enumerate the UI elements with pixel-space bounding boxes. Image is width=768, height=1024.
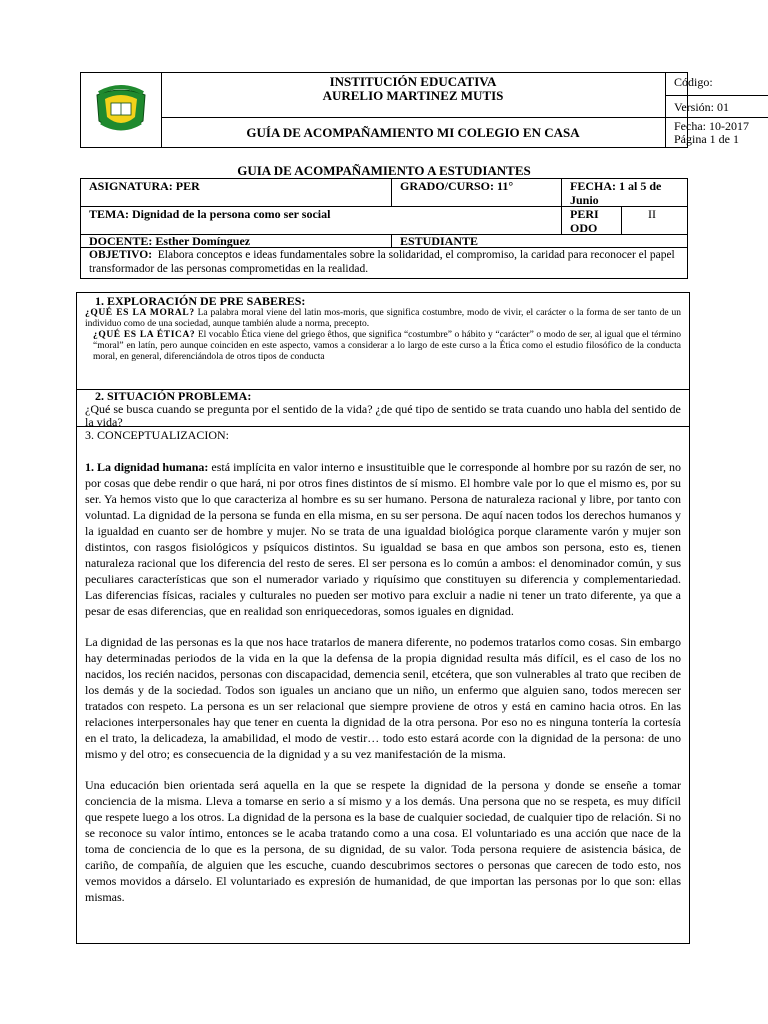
- guide-title: GUIA DE ACOMPAÑAMIENTO A ESTUDIANTES: [237, 163, 531, 178]
- periodo-label: PERIODO: [561, 207, 621, 234]
- fecha-pagina: [666, 118, 768, 147]
- dignidad-lead: 1. La dignidad humana:: [85, 460, 209, 474]
- paragraph-dignidad: [85, 459, 681, 619]
- section-situacion-title: 2. SITUACIÓN PROBLEMA:: [95, 389, 252, 403]
- section-exploracion: [77, 293, 689, 390]
- docente-cell: DOCENTE: Esther Domínguez: [89, 234, 251, 248]
- grado-cell: GRADO/CURSO: 11°: [391, 179, 561, 206]
- guide-name: GUÍA DE ACOMPAÑAMIENTO MI COLEGIO EN CASA: [246, 125, 580, 140]
- info-row-tema: [81, 207, 687, 235]
- document-header: [80, 72, 749, 148]
- dignidad-text: está implícita en valor interno e insustituible que le corresponde al hombre por su razón de ser, no por cosas que debe rendir o que hará, ni por otros fines distintos de sí mismo. El hombre vale por lo que el mismo es, por su ser. Ya hemos visto que lo que caracteriza al hombre es su ser humano. Persona de naturaleza racional y libre, por tanto con voluntad. La dignidad de la persona se funda en ella misma, en su ser persona. De aquí nacen todos los derechos humanos y la igualdad en cuanto ser de hombre y mujer. No se trata de una igualdad biológica porque claramente varón y mujer son distintos, con rasgos fisiológicos y psíquicos distintos. Su igualdad se basa en que ambos son persona, esto es, tienen naturaleza racional que los diferencia del resto de seres. El ser persona es lo común a ambos: el denominador común, y sus peculiares características que son el numerador variado y riquísimo que constituyen su diferencia y complementariedad. Las diferencias físicas, raciales y culturales no pueden ser motivo para excluir a nadie ni tener un trato diferente, ya que a pesar de esas diferencias, que en realidad son enriquecedoras, somos iguales en dignidad.: [85, 460, 681, 618]
- pagina-label: Página 1 de 1: [674, 132, 739, 146]
- info-row-objetivo: [81, 248, 687, 278]
- moral-question: ¿QUÉ ES LA MORAL?: [85, 308, 195, 318]
- school-crest-icon: [81, 73, 161, 147]
- paragraph-trato: La dignidad de las personas es la que nos hace tratarlos de manera diferente, no podemos tratarlos como cosas. Sin embargo hay determinadas periodos de la vida en la que la defensa de la propia dignidad resulta más difícil, es el caso de los no nacidos, los recién nacidos, personas con discapacidad, demencia senil, etcétera, que son vulnerables al trato que reciben de los demás y de la sociedad. Todos son iguales un anciano que un niño, un enfermo que alguien sano, todos merecen ser tratados con respeto. La persona es un ser relacional que siempre proviene de otros y está en camino hacia otros. En las relaciones interpersonales hay que tener en cuenta la dignidad de la otra persona. Por eso no es ninguna tontería la cortesía en el trato, la delicadeza, la amabilidad, el modo de vestir… todo esto estará acorde con la dignidad de la persona: de uno mismo y del otro; es consecuencia de la dignidad y a su vez manifestación de la misma.: [85, 635, 681, 761]
- paragraph-educacion: Una educación bien orientada será aquella en la que se respete la dignidad de la persona y donde se enseñe a tomar conciencia de la misma. Lleva a tomarse en serio a sí mismo y a los demás. Una persona que no se respeta, es muy difícil que respete luego a los otros. La dignidad de la persona es la base de cualquier sociedad, de cualquier tipo de relación. Si no se reconoce su valor íntimo, entonces se le acaba tratando como a una cosa. El voluntariado es una acción que nace de la toma de conciencia de lo que es la persona, de su dignidad, de su valor. Toda persona requiere de asistencia básica, de cariño, de compañía, de alguien que les escuche, cuando descubrimos sectores o personas que carecen de todo esto, nos vemos movidos a dárselo. El voluntariado es expresión de humanidad, de que importan las personas por lo que son: ellas mismas.: [85, 778, 681, 904]
- info-row-docente: [81, 235, 687, 248]
- section-conceptualizacion-title: 3. CONCEPTUALIZACION:: [85, 428, 229, 442]
- content-box: [76, 292, 690, 944]
- school-logo: [81, 73, 162, 147]
- info-row-asignatura: [81, 179, 687, 207]
- info-table: [80, 178, 688, 279]
- institution-line1: INSTITUCIÓN EDUCATIVA: [329, 74, 497, 89]
- asignatura-cell: ASIGNATURA: PER: [89, 179, 200, 193]
- section-conceptualizacion: [77, 427, 689, 943]
- tema-cell: TEMA: Dignidad de la persona como ser social: [89, 207, 331, 221]
- fecha-label: Fecha: 10-2017: [674, 119, 749, 133]
- etica-question: ¿QUÉ ES LA ÉTICA?: [93, 330, 196, 340]
- situacion-text: ¿Qué se busca cuando se pregunta por el sentido de la vida? ¿de qué tipo de sentido se trata cuando uno habla del sentido de la vida?: [85, 402, 681, 429]
- codigo-label: Código:: [666, 73, 768, 96]
- moral-paragraph: [85, 308, 681, 330]
- etica-text: El vocablo Ética viene del griego êthos, que significa “costumbre” o hábito y “carácter” o modo de ser, al igual que el término “moral” en latín, pero aunque coinciden en este aspecto, vamos a considerar a lo largo de este curso a la Ética como el estudio filosófico de la conducta moral, en general, diferenciándola de otros tipos de conducta: [93, 330, 682, 362]
- version-label: Versión: 01: [666, 96, 768, 118]
- objetivo-text: Elabora conceptos e ideas fundamentales sobre la solidaridad, el compromiso, la caridad para reconocer el papel transformador de las personas comprometidas en la realidad.: [89, 249, 675, 275]
- objetivo-cell: [81, 248, 687, 278]
- fecha-cell: FECHA: 1 al 5 de Junio: [561, 179, 687, 206]
- moral-text: La palabra moral viene del latin mos-moris, que significa costumbre, modo de vivir, el carácter o la forma de ser tanto de un individuo como de una sociedad, aunque también alude a norma, precepto.: [85, 308, 681, 329]
- objetivo-label: OBJETIVO:: [89, 249, 153, 261]
- etica-paragraph: [85, 330, 681, 363]
- section-exploracion-title: 1. EXPLORACIÓN DE PRE SABERES:: [95, 294, 306, 308]
- estudiante-cell: ESTUDIANTE: [391, 235, 687, 247]
- institution-line2: AURELIO MARTINEZ MUTIS: [322, 88, 504, 103]
- section-situacion: [77, 390, 689, 427]
- periodo-value: II: [621, 207, 687, 234]
